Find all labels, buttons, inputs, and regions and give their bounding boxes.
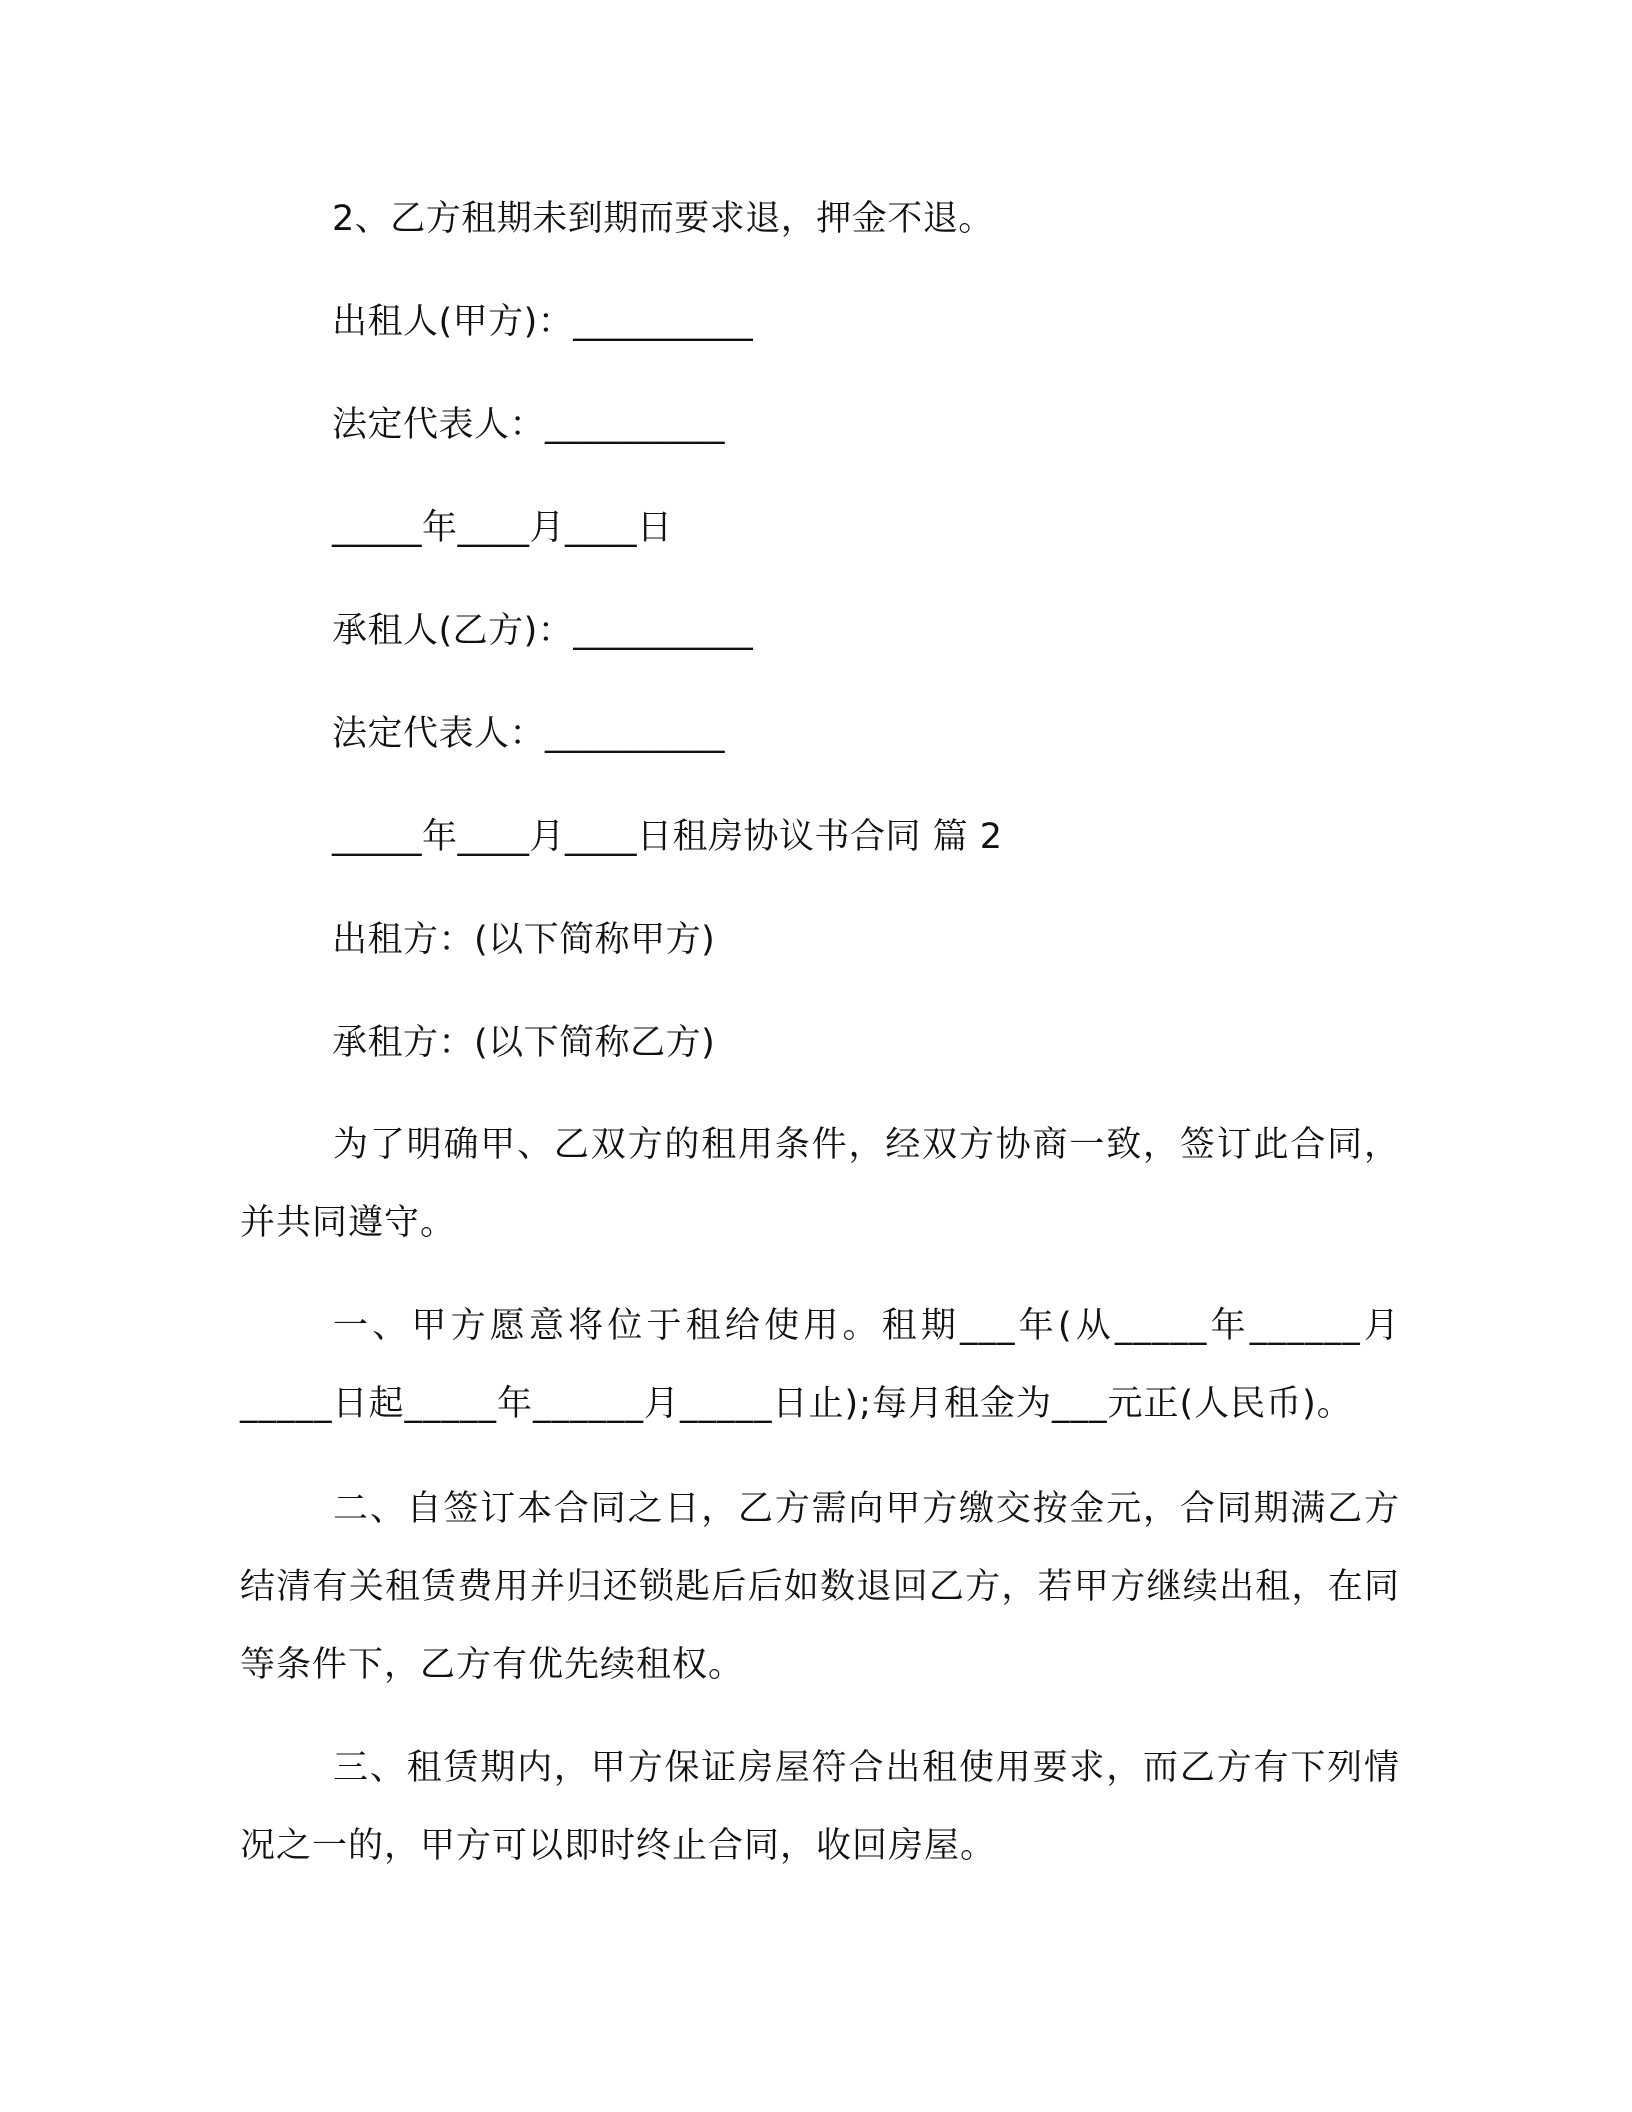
lessor-legal-rep-line: 法定代表人：__________ — [332, 405, 726, 445]
preamble-paragraph: 为了明确甲、乙双方的租用条件，经双方协商一致，签订此合同，并共同遵守。 — [240, 1125, 1400, 1243]
lessee-legal-rep-line: 法定代表人：__________ — [332, 714, 726, 754]
clause-1-paragraph: 一、甲方愿意将位于租给使用。租期___年(从_____年______月_____日起_____年______月_____日止);每月租金为___元正(人民币)。 — [240, 1306, 1400, 1424]
lessee-signature-line: 承租人(乙方)：__________ — [332, 611, 754, 651]
lessor-signature-line: 出租人(甲方)：__________ — [332, 302, 754, 342]
clause-3-paragraph: 三、租赁期内，甲方保证房屋符合出租使用要求，而乙方有下列情况之一的，甲方可以即时终止合同，收回房屋。 — [240, 1748, 1400, 1866]
lessor-date-line: _____年____月____日 — [332, 508, 673, 548]
clause-2-deposit: 2、乙方租期未到期而要求退，押金不退。 — [332, 199, 994, 239]
lessee-party-label: 承租方：(以下简称乙方) — [332, 1023, 716, 1063]
lessee-date-and-section-title: _____年____月____日租房协议书合同 篇 2 — [332, 817, 1003, 857]
clause-2-paragraph: 二、自签订本合同之日，乙方需向甲方缴交按金元，合同期满乙方结清有关租赁费用并归还锁匙后后如数退回乙方，若甲方继续出租，在同等条件下，乙方有优先续租权。 — [240, 1489, 1400, 1685]
lessor-party-label: 出租方：(以下简称甲方) — [332, 920, 716, 960]
